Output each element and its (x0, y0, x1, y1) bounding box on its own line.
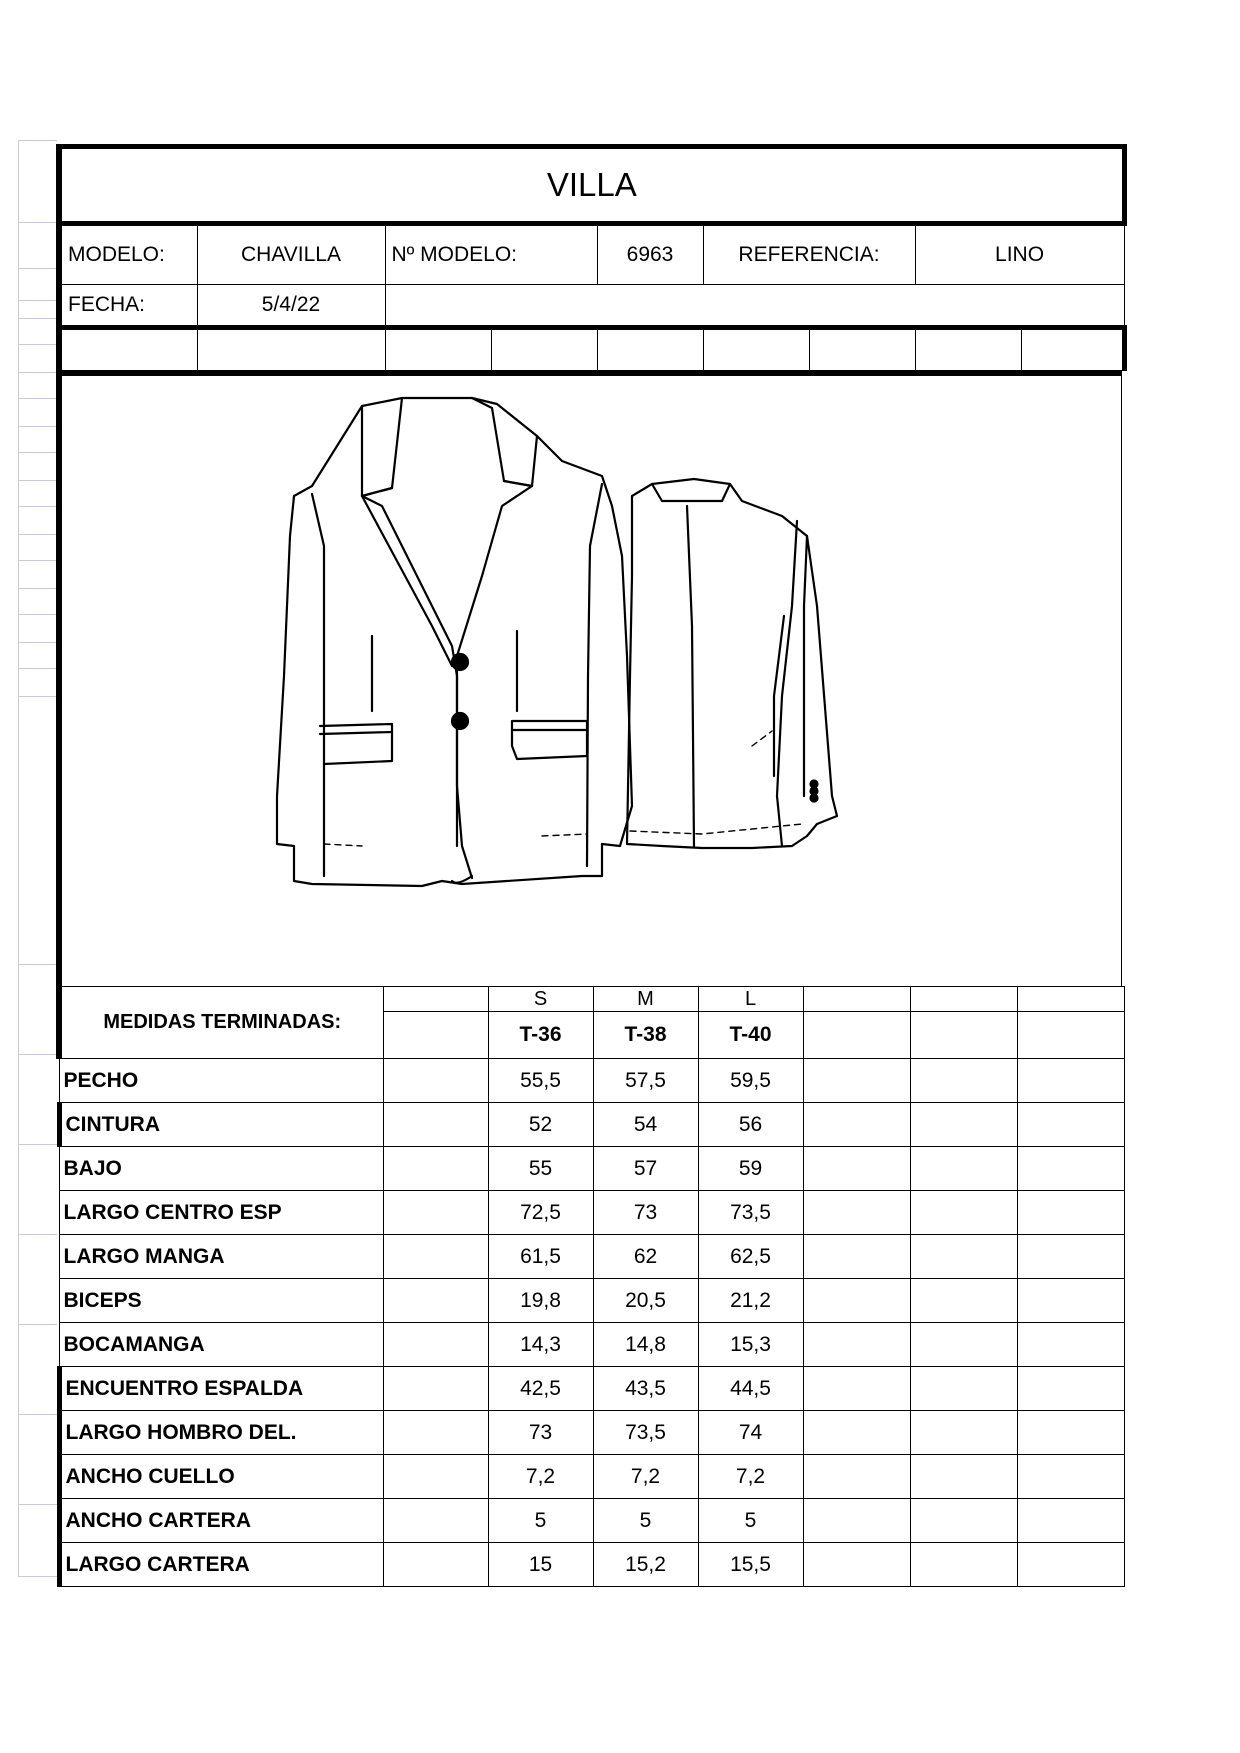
empty-cell (910, 1103, 1017, 1147)
empty-cell (383, 1012, 488, 1059)
measurement-value: 15,2 (593, 1543, 698, 1587)
empty-cell (383, 987, 488, 1012)
measurement-value: 59,5 (698, 1059, 803, 1103)
empty-cell (803, 1059, 910, 1103)
table-row (59, 1323, 1124, 1367)
measurement-value: 7,2 (698, 1455, 803, 1499)
empty-cell (910, 1367, 1017, 1411)
measurement-name: LARGO CENTRO ESP (59, 1191, 383, 1235)
empty-cell (1017, 1543, 1124, 1587)
measurement-value: 52 (488, 1103, 593, 1147)
measurement-value: 57 (593, 1147, 698, 1191)
measurement-value: 55,5 (488, 1059, 593, 1103)
empty-cell (1017, 1367, 1124, 1411)
empty-cell (1017, 1191, 1124, 1235)
measurement-name: BICEPS (59, 1279, 383, 1323)
empty-cell (910, 1499, 1017, 1543)
fecha-value: 5/4/22 (197, 285, 385, 328)
empty-cell (383, 1411, 488, 1455)
empty-cell (803, 1147, 910, 1191)
sheet-gridlines (18, 140, 57, 1577)
empty-cell (803, 1499, 910, 1543)
measurement-value: 7,2 (593, 1455, 698, 1499)
size-code: T-38 (593, 1012, 698, 1059)
measurement-value: 14,8 (593, 1323, 698, 1367)
page-title: VILLA (59, 147, 1124, 224)
empty-cell (383, 1147, 488, 1191)
empty-cell (385, 328, 491, 371)
empty-cell (1017, 1279, 1124, 1323)
empty-cell (1017, 1235, 1124, 1279)
empty-cell (1017, 1059, 1124, 1103)
fecha-empty (385, 285, 1124, 328)
empty-cell (910, 1323, 1017, 1367)
measurement-value: 54 (593, 1103, 698, 1147)
empty-cell (910, 1543, 1017, 1587)
measurement-value: 43,5 (593, 1367, 698, 1411)
empty-cell (910, 1411, 1017, 1455)
num-modelo-label: Nº MODELO: (385, 224, 597, 285)
measurement-value: 5 (488, 1499, 593, 1543)
empty-cell (383, 1103, 488, 1147)
empty-cell (803, 1367, 910, 1411)
measurement-value: 62,5 (698, 1235, 803, 1279)
table-row (59, 1279, 1124, 1323)
measurement-value: 19,8 (488, 1279, 593, 1323)
measurement-value: 74 (698, 1411, 803, 1455)
measurement-name: ENCUENTRO ESPALDA (59, 1367, 383, 1411)
size-letter: M (593, 987, 698, 1012)
size-code: T-40 (698, 1012, 803, 1059)
empty-cell (1017, 1411, 1124, 1455)
empty-cell (383, 1191, 488, 1235)
empty-cell (910, 1279, 1017, 1323)
referencia-value: LINO (915, 224, 1124, 285)
empty-cell (803, 1103, 910, 1147)
measurements-title: MEDIDAS TERMINADAS: (59, 987, 383, 1059)
empty-cell (803, 1235, 910, 1279)
measurement-name: BOCAMANGA (59, 1323, 383, 1367)
measurement-value: 73 (593, 1191, 698, 1235)
empty-cell (803, 1279, 910, 1323)
empty-cell (803, 987, 910, 1012)
empty-cell (383, 1059, 488, 1103)
empty-cell (910, 1235, 1017, 1279)
empty-cell (1021, 328, 1124, 371)
measurement-name: ANCHO CARTERA (59, 1499, 383, 1543)
empty-cell (915, 328, 1021, 371)
fecha-label: FECHA: (59, 285, 197, 328)
modelo-label: MODELO: (59, 224, 197, 285)
empty-cell (803, 1323, 910, 1367)
table-row (59, 1103, 1124, 1147)
empty-cell (703, 328, 809, 371)
empty-cell (383, 1367, 488, 1411)
measurement-value: 15 (488, 1543, 593, 1587)
empty-cell (809, 328, 915, 371)
table-row (59, 1499, 1124, 1543)
measurement-value: 15,5 (698, 1543, 803, 1587)
table-row (59, 1191, 1124, 1235)
size-letter: L (698, 987, 803, 1012)
size-letter: S (488, 987, 593, 1012)
measurement-value: 73,5 (593, 1411, 698, 1455)
measurement-value: 59 (698, 1147, 803, 1191)
measurement-name: ANCHO CUELLO (59, 1455, 383, 1499)
blazer-front-icon (277, 398, 632, 886)
table-row (59, 1411, 1124, 1455)
empty-cell (910, 1455, 1017, 1499)
empty-cell (383, 1279, 488, 1323)
empty-cell (910, 1059, 1017, 1103)
table-row (59, 1543, 1124, 1587)
empty-cell (803, 1012, 910, 1059)
measurement-name: LARGO MANGA (59, 1235, 383, 1279)
measurement-value: 57,5 (593, 1059, 698, 1103)
modelo-value: CHAVILLA (197, 224, 385, 285)
measurement-name: LARGO HOMBRO DEL. (59, 1411, 383, 1455)
empty-cell (1017, 1323, 1124, 1367)
empty-cell (1017, 1455, 1124, 1499)
table-row (59, 1367, 1124, 1411)
size-code: T-36 (488, 1012, 593, 1059)
empty-cell (197, 328, 385, 371)
measurement-value: 5 (593, 1499, 698, 1543)
table-row (59, 1455, 1124, 1499)
empty-cell (383, 1455, 488, 1499)
measurement-value: 55 (488, 1147, 593, 1191)
garment-sketch (62, 376, 1121, 986)
empty-cell (491, 328, 597, 371)
measurement-value: 61,5 (488, 1235, 593, 1279)
empty-cell (803, 1191, 910, 1235)
empty-cell (1017, 1012, 1124, 1059)
empty-cell (803, 1543, 910, 1587)
measurement-value: 7,2 (488, 1455, 593, 1499)
header-table (56, 144, 1127, 371)
measurement-name: LARGO CARTERA (59, 1543, 383, 1587)
empty-cell (383, 1499, 488, 1543)
measurement-value: 56 (698, 1103, 803, 1147)
empty-cell (597, 328, 703, 371)
spec-sheet (56, 144, 1121, 1587)
measurement-name: PECHO (59, 1059, 383, 1103)
measurement-value: 73,5 (698, 1191, 803, 1235)
empty-cell (383, 1235, 488, 1279)
measurement-value: 62 (593, 1235, 698, 1279)
measurement-name: BAJO (59, 1147, 383, 1191)
measurement-name: CINTURA (59, 1103, 383, 1147)
blazer-back-icon (627, 479, 837, 848)
empty-cell (910, 1147, 1017, 1191)
measurement-value: 42,5 (488, 1367, 593, 1411)
measurements-table (56, 986, 1125, 1587)
num-modelo-value: 6963 (597, 224, 703, 285)
garment-sketch-area (56, 371, 1122, 986)
empty-cell (1017, 1147, 1124, 1191)
empty-cell (910, 987, 1017, 1012)
table-row (59, 1147, 1124, 1191)
empty-cell (803, 1411, 910, 1455)
referencia-label: REFERENCIA: (703, 224, 915, 285)
table-row (59, 1235, 1124, 1279)
empty-cell (910, 1012, 1017, 1059)
empty-cell (59, 328, 197, 371)
empty-cell (383, 1543, 488, 1587)
measurement-value: 5 (698, 1499, 803, 1543)
empty-cell (1017, 1499, 1124, 1543)
measurements-body (59, 1059, 1124, 1587)
empty-cell (803, 1455, 910, 1499)
measurement-value: 20,5 (593, 1279, 698, 1323)
empty-cell (1017, 987, 1124, 1012)
measurement-value: 15,3 (698, 1323, 803, 1367)
measurement-value: 44,5 (698, 1367, 803, 1411)
empty-cell (910, 1191, 1017, 1235)
table-row (59, 1059, 1124, 1103)
measurement-value: 72,5 (488, 1191, 593, 1235)
measurement-value: 14,3 (488, 1323, 593, 1367)
empty-cell (383, 1323, 488, 1367)
measurement-value: 73 (488, 1411, 593, 1455)
empty-cell (1017, 1103, 1124, 1147)
measurement-value: 21,2 (698, 1279, 803, 1323)
